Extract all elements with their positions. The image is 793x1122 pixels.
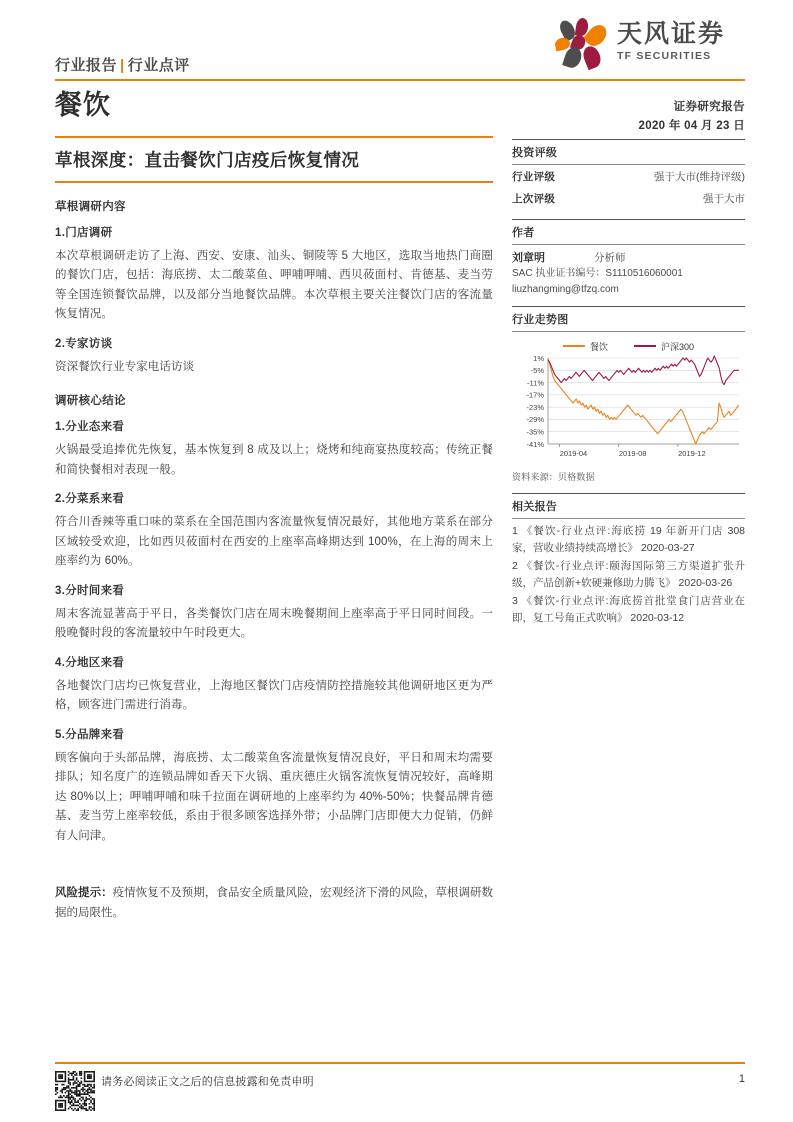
chart-legend <box>512 338 745 354</box>
subheading-store-survey: 1.门店调研 <box>55 226 113 239</box>
page-number: 1 <box>738 1072 745 1085</box>
table-row-previous-rating <box>512 187 745 209</box>
paragraph-by-format: 火锅最受追捧优先恢复，基本恢复到 8 成及以上；烧烤和纯商宴热度较高；传统正餐和简快餐相对表现一般。 <box>55 444 493 476</box>
subheading-by-time: 3.分时间来看 <box>55 584 125 597</box>
subheading-by-region: 4.分地区来看 <box>55 656 125 669</box>
sidebar <box>512 98 745 628</box>
svg-text:-23%: -23% <box>526 402 544 412</box>
page-footer <box>55 1062 745 1111</box>
subheading-by-brand: 5.分品牌来看 <box>55 728 125 741</box>
paragraph-store-survey: 本次草根调研走访了上海、西安、安康、汕头、铜陵等 5 大地区，选取当地热门商圈的餐饮门店，包括：海底捞、太二酸菜鱼、呷哺呷哺、西贝莜面村、肯德基、麦当劳等全国连锁餐饮品牌，以及部分当地餐饮品牌。本次草根主要关注餐饮门店的客流量恢复情况。 <box>55 249 493 320</box>
logo-wordmark <box>617 20 725 62</box>
breadcrumb-subcategory: 行业点评 <box>127 57 190 74</box>
logo-name-cn: 天风证券 <box>617 20 726 48</box>
svg-text:1%: 1% <box>533 354 544 363</box>
rating-block-heading: 投资评级 <box>512 147 558 159</box>
risk-warning-label: 风险提示： <box>55 887 113 899</box>
svg-text:-35%: -35% <box>526 427 544 437</box>
chart-plot-area <box>512 354 745 462</box>
chart-source-note: 资料来源：贝格数据 <box>512 472 595 482</box>
industry-title: 餐饮 <box>55 90 111 120</box>
svg-text:2019-12: 2019-12 <box>678 449 706 458</box>
chart-block-heading: 行业走势图 <box>512 314 569 326</box>
legend-swatch-series-0 <box>563 345 585 347</box>
title-rule-bottom <box>55 181 493 183</box>
industry-trend-chart <box>512 338 745 464</box>
sidebar-divider-8 <box>512 518 745 519</box>
legend-item-series-0 <box>563 340 608 353</box>
related-reports-list <box>512 523 745 627</box>
breadcrumb-category: 行业报告 <box>55 57 118 74</box>
report-kind: 证券研究报告 <box>673 101 745 113</box>
logo-name-en: TF SECURITIES <box>617 50 712 62</box>
header-divider <box>55 79 745 81</box>
legend-swatch-series-1 <box>634 345 656 347</box>
report-title: 草根深度：直击餐饮门店疫后恢复情况 <box>55 150 360 170</box>
legend-label-series-1: 沪深300 <box>660 341 695 352</box>
risk-warning <box>55 884 493 923</box>
subheading-expert-interview: 2.专家访谈 <box>55 337 113 350</box>
related-reports-heading: 相关报告 <box>512 501 558 513</box>
svg-text:-29%: -29% <box>526 415 544 425</box>
main-content <box>55 88 493 923</box>
breadcrumb-separator: | <box>120 57 125 74</box>
svg-text:-11%: -11% <box>527 378 544 388</box>
list-item[interactable]: 1 《餐饮-行业点评:海底捞 19 年新开门店 308 家，营收业绩持续高增长》 2020-03-27 <box>512 525 745 554</box>
subheading-by-format: 1.分业态来看 <box>55 421 125 433</box>
paragraph-expert-interview: 资深餐饮行业专家电话访谈 <box>55 360 195 373</box>
paragraph-by-brand: 顾客偏向于头部品牌，海底捞、太二酸菜鱼客流量恢复情况良好，平日和周末均需要排队；知名度广的连锁品牌如香天下火锅、重庆德庄火锅客流恢复情况较好，高峰期达 80%以上；呷哺呷哺和味千拉面在调研地的上座率约为 40%-50%；快餐品牌肯德基、麦当劳上座率较低，系由于很多顾客选择外带；小品牌门店即便大力促销，仍鲜有人问津。 <box>55 751 493 842</box>
svg-text:2019-04: 2019-04 <box>559 449 588 458</box>
paragraph-by-cuisine: 符合川香辣等重口味的菜系在全国范围内客流量恢复情况最好，其他地方菜系在部分区域较受欢迎，比如西贝莜面村在西安的上座率高峰期达到 100%，在上海的周末上座率约为 60%。 <box>55 516 493 567</box>
author-row <box>512 245 745 265</box>
svg-text:-5%: -5% <box>530 366 544 376</box>
breadcrumb <box>55 54 190 75</box>
svg-text:-17%: -17% <box>526 390 544 400</box>
author-block-heading: 作者 <box>512 227 535 239</box>
author-name: 刘章明 <box>512 252 545 264</box>
previous-rating-value: 强于大市 <box>703 192 745 205</box>
footer-disclaimer: 请务必阅读正文之后的信息披露和免责申明 <box>101 1075 314 1088</box>
section-heading-core-conclusions: 调研核心结论 <box>55 395 126 407</box>
industry-rating-value: 强于大市(维持评级) <box>654 170 745 183</box>
company-logo <box>555 18 745 74</box>
list-item[interactable]: 2 《餐饮-行业点评:颐海国际第三方渠道扩张升级，产品创新+软硬兼修助力腾飞》 2020-03-26 <box>512 560 745 589</box>
footer-row <box>55 1071 745 1111</box>
author-email[interactable]: liuzhangming@tfzq.com <box>512 284 619 295</box>
table-row-industry-rating <box>512 165 745 187</box>
qr-code-icon <box>55 1071 95 1111</box>
list-item[interactable]: 3 《餐饮-行业点评:海底捞首批堂食门店营业在即，复工号角正式吹响》 2020-03-12 <box>512 595 745 624</box>
legend-item-series-1 <box>634 340 694 353</box>
industry-rating-label: 行业评级 <box>512 170 556 183</box>
footer-divider <box>55 1062 745 1064</box>
subheading-by-cuisine: 2.分菜系来看 <box>55 493 125 505</box>
risk-warning-text: 疫情恢复不及预期，食品安全质量风险，宏观经济下滑的风险，草根调研数据的局限性。 <box>55 887 494 919</box>
legend-label-series-0: 餐饮 <box>589 341 608 352</box>
previous-rating-label: 上次评级 <box>512 192 556 205</box>
author-sac-number: SAC 执业证书编号：S1110516060001 <box>512 268 683 279</box>
svg-text:2019-08: 2019-08 <box>618 449 647 458</box>
section-heading-research-content: 草根调研内容 <box>55 200 126 213</box>
report-date: 2020 年 04 月 23 日 <box>638 120 745 132</box>
svg-text:-41%: -41% <box>526 439 544 449</box>
paragraph-by-region: 各地餐饮门店均已恢复营业，上海地区餐饮门店疫情防控措施较其他调研地区更为严格，顾客进门需进行消毒。 <box>55 679 493 711</box>
logo-flower-icon <box>555 18 611 70</box>
paragraph-by-time: 周末客流显著高于平日，各类餐饮门店在周末晚餐期间上座率高于平日同时间段。一般晚餐时段的客流量较中午时段更大。 <box>55 607 493 639</box>
sidebar-divider-6 <box>512 331 745 332</box>
author-role: 分析师 <box>594 252 626 264</box>
